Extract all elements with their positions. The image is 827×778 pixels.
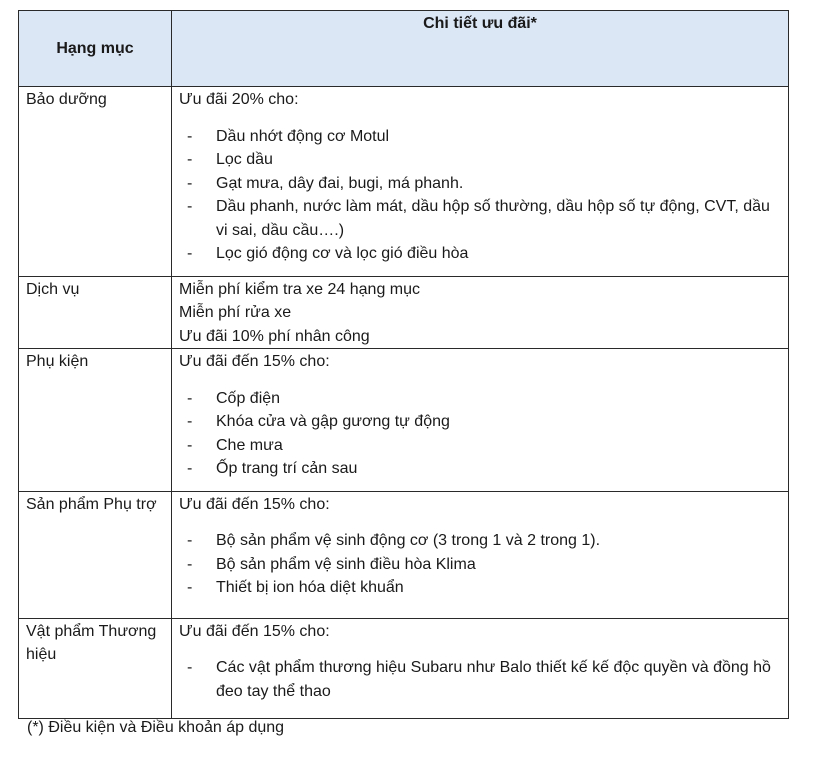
row-details <box>172 491 789 618</box>
table-row <box>19 87 789 277</box>
bullet-list <box>179 529 782 600</box>
list-item <box>179 242 782 266</box>
list-item-text: Khóa cửa và gập gương tự động <box>216 413 450 430</box>
list-item <box>179 434 782 458</box>
table-row <box>19 276 789 349</box>
offers-table <box>18 10 789 719</box>
bullet-dash: - <box>187 151 193 168</box>
list-item-text: Lọc dầu <box>216 151 273 168</box>
bullet-dash: - <box>187 659 193 676</box>
bullet-list <box>179 656 782 703</box>
bullet-dash: - <box>187 532 193 549</box>
list-item <box>179 529 782 553</box>
bullet-dash: - <box>187 198 193 215</box>
list-item-text: Thiết bị ion hóa diệt khuẩn <box>216 579 404 596</box>
list-item-text: Gạt mưa, dây đai, bugi, má phanh. <box>216 174 464 192</box>
list-item <box>179 553 782 577</box>
bullet-dash: - <box>187 460 193 477</box>
row-line: Ưu đãi 10% phí nhân công <box>179 327 370 345</box>
list-item <box>179 656 782 703</box>
table-row <box>19 349 789 492</box>
row-intro: Ưu đãi đến 15% cho: <box>179 495 330 513</box>
row-category: Bảo dưỡng <box>19 87 172 277</box>
row-line: Miễn phí rửa xe <box>179 304 292 321</box>
row-details <box>172 349 789 492</box>
bullet-dash: - <box>187 436 193 454</box>
bullet-dash: - <box>187 555 193 573</box>
list-item-text: Bộ sản phẩm vệ sinh động cơ (3 trong 1 và 2 trong 1). <box>216 532 601 549</box>
list-item <box>179 387 782 411</box>
row-intro: Ưu đãi đến 15% cho: <box>179 622 330 640</box>
bullet-dash: - <box>187 245 193 262</box>
list-item <box>179 195 782 242</box>
bullet-dash: - <box>187 579 193 596</box>
bullet-dash: - <box>187 389 193 407</box>
header-category: Hạng mục <box>19 11 172 87</box>
list-item-text: Che mưa <box>216 436 283 454</box>
footnote: (*) Điều kiện và Điều khoản áp dụng <box>27 719 285 736</box>
list-item-text: Dầu phanh, nước làm mát, dầu hộp số thường, dầu hộp số tự động, CVT, dầu vi sai, dầu cầu….) <box>216 198 770 239</box>
bullet-dash: - <box>187 127 193 145</box>
row-details <box>172 618 789 718</box>
row-category: Sản phẩm Phụ trợ <box>19 491 172 618</box>
list-item <box>179 172 782 196</box>
bullet-list <box>179 125 782 266</box>
list-item-text: Dầu nhớt động cơ Motul <box>216 127 390 145</box>
row-category: Dịch vụ <box>19 276 172 349</box>
row-line: Miễn phí kiểm tra xe 24 hạng mục <box>179 280 421 298</box>
row-details <box>172 87 789 277</box>
row-intro: Ưu đãi 20% cho: <box>179 91 299 108</box>
table-row <box>19 491 789 618</box>
table-row <box>19 618 789 718</box>
list-item-text: Ốp trang trí cản sau <box>216 460 358 477</box>
list-item <box>179 148 782 172</box>
list-item <box>179 576 782 600</box>
list-item-text: Lọc gió động cơ và lọc gió điều hòa <box>216 245 469 262</box>
row-details <box>172 276 789 349</box>
bullet-list <box>179 387 782 481</box>
list-item-text: Cốp điện <box>216 389 281 407</box>
list-item <box>179 457 782 481</box>
row-category: Phụ kiện <box>19 349 172 492</box>
row-intro: Ưu đãi đến 15% cho: <box>179 353 330 370</box>
bullet-dash: - <box>187 174 193 192</box>
row-category: Vật phẩm Thương hiệu <box>19 618 172 718</box>
list-item-text: Các vật phẩm thương hiệu Subaru như Balo thiết kế kế độc quyền và đồng hồ đeo tay thể thao <box>216 659 771 700</box>
list-item <box>179 125 782 149</box>
bullet-dash: - <box>187 413 193 430</box>
table-header-row <box>19 11 789 87</box>
header-details: Chi tiết ưu đãi* <box>172 11 789 87</box>
list-item <box>179 410 782 434</box>
list-item-text: Bộ sản phẩm vệ sinh điều hòa Klima <box>216 555 476 573</box>
